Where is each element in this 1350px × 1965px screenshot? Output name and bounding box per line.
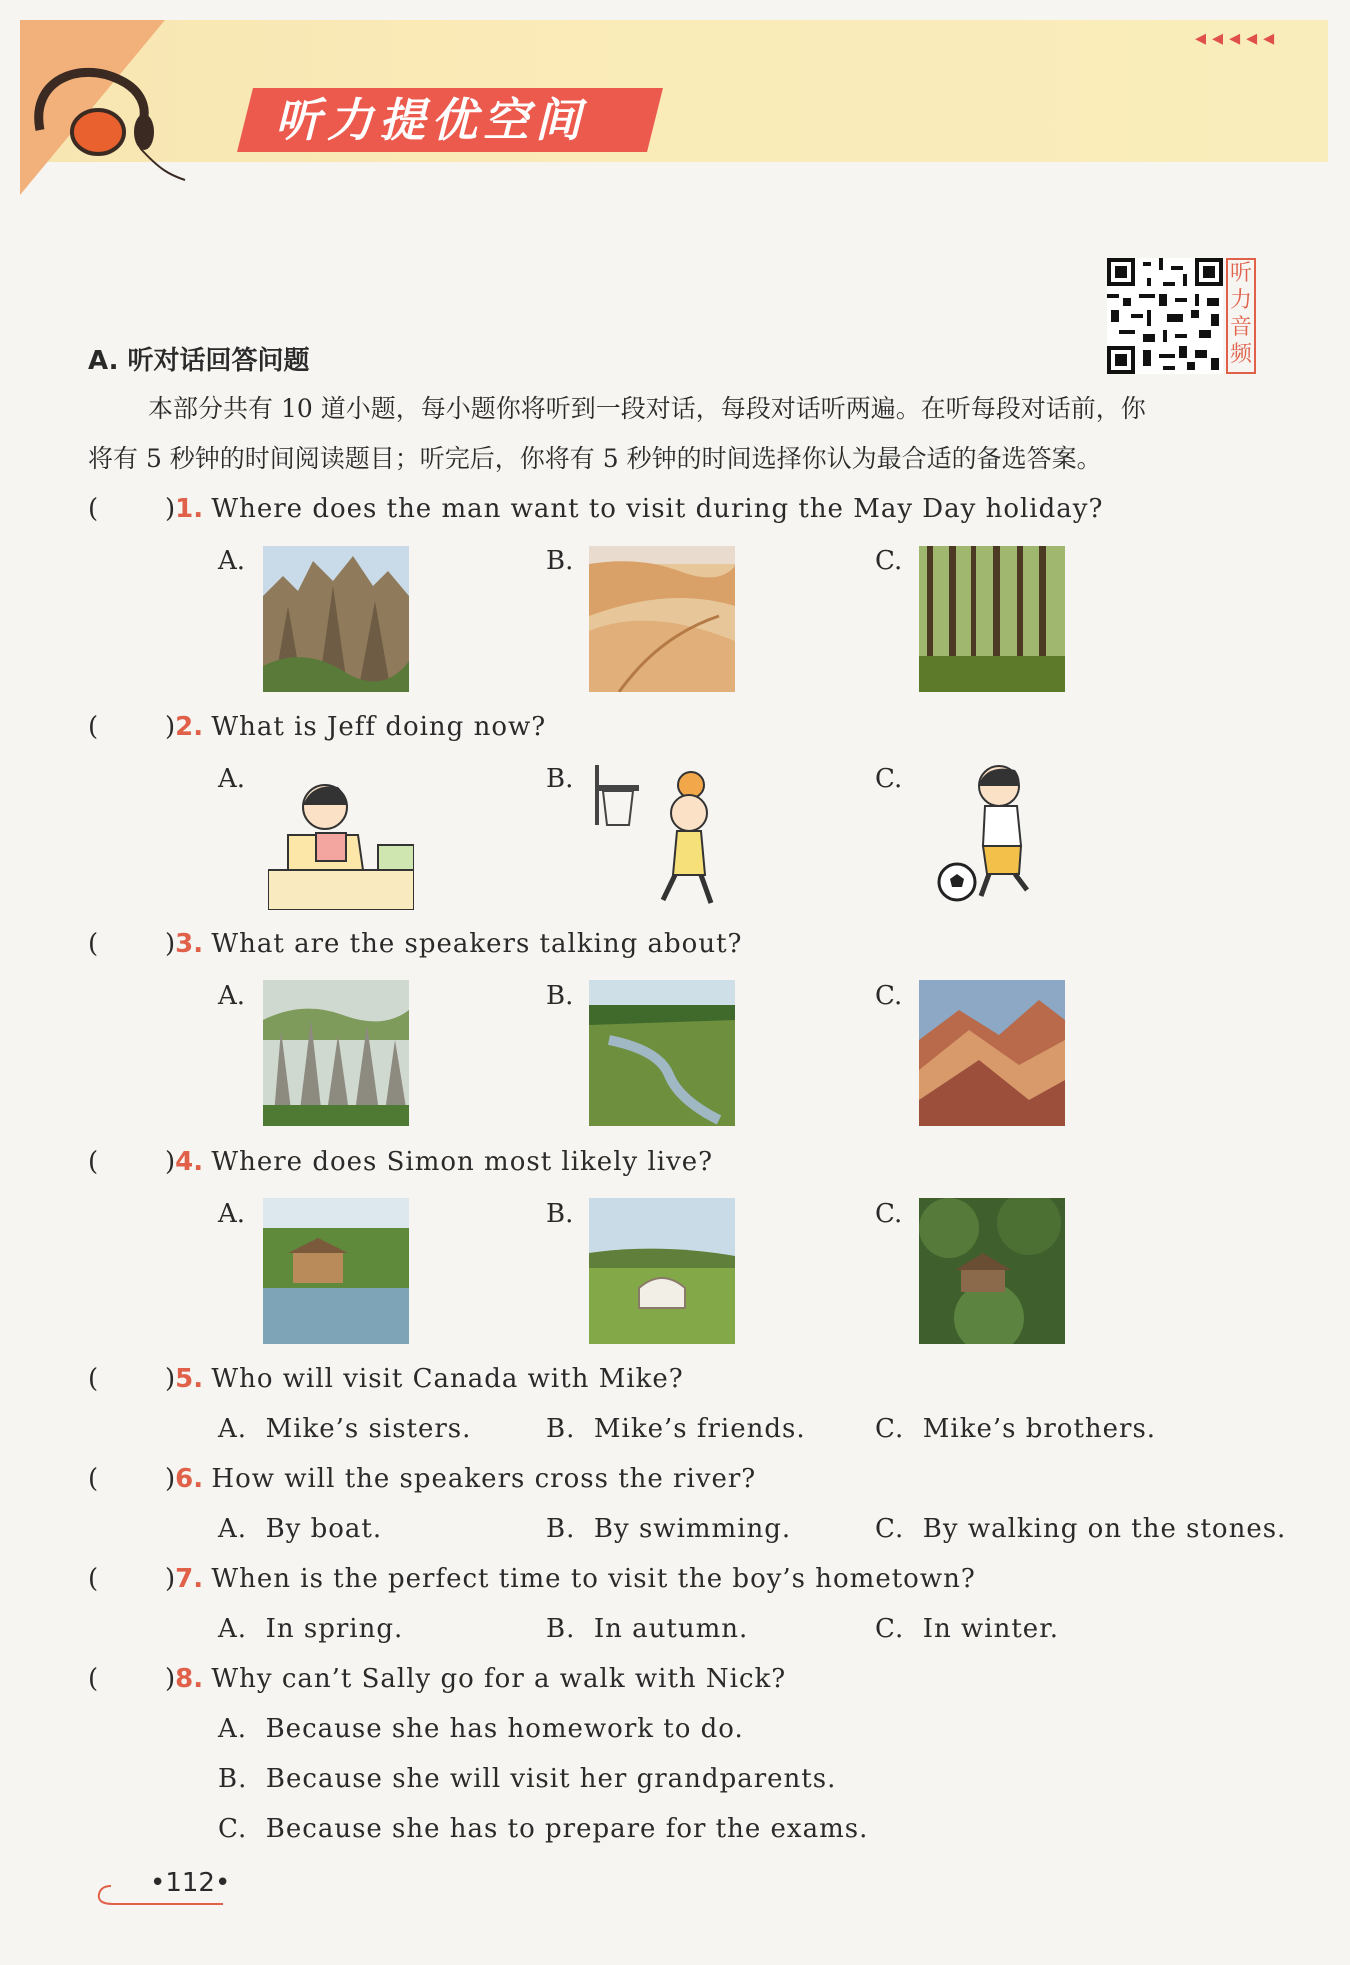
headphones-icon — [20, 20, 220, 195]
answer-blank[interactable]: ( — [88, 1664, 99, 1694]
option-a[interactable]: A. Mike’s sisters. — [218, 1414, 472, 1444]
boy-basketball-illustration — [593, 765, 725, 910]
stone-forest-photo — [263, 980, 409, 1126]
option-label[interactable]: C. — [875, 764, 903, 794]
qr-label: 听 力 音 频 — [1226, 258, 1256, 374]
header-title: 听力提优空间 — [275, 93, 587, 147]
lake-house-photo — [263, 1198, 409, 1344]
answer-blank[interactable]: ( — [88, 1464, 99, 1494]
forest-photo — [919, 546, 1065, 692]
option-c[interactable]: C. Because she has to prepare for the exams. — [218, 1814, 869, 1844]
question-8: ( )8. Why can’t Sally go for a walk with Nick? — [88, 1664, 787, 1694]
question-5: ( )5. Who will visit Canada with Mike? — [88, 1364, 684, 1394]
answer-blank[interactable]: ( — [88, 929, 99, 959]
option-label[interactable]: C. — [875, 981, 903, 1011]
option-c[interactable]: C. In winter. — [875, 1614, 1060, 1644]
page-number: •112• — [150, 1868, 231, 1898]
instructions-line-1: 本部分共有 10 道小题，每小题你将听到一段对话，每段对话听两遍。在听每段对话前，你 — [148, 394, 1146, 423]
qr-code-icon[interactable] — [1106, 258, 1224, 374]
boy-reading-illustration — [268, 775, 414, 910]
option-label[interactable]: B. — [546, 546, 574, 576]
answer-blank[interactable]: ( — [88, 1364, 99, 1394]
option-label[interactable]: C. — [875, 1199, 903, 1229]
section-title: A. 听对话回答问题 — [88, 346, 310, 376]
option-label[interactable]: B. — [546, 981, 574, 1011]
option-a[interactable]: A. In spring. — [218, 1614, 404, 1644]
colorful-mountains-photo — [919, 980, 1065, 1126]
option-b[interactable]: B. In autumn. — [546, 1614, 749, 1644]
option-label[interactable]: C. — [875, 546, 903, 576]
option-b[interactable]: B. Mike’s friends. — [546, 1414, 806, 1444]
option-b[interactable]: B. By swimming. — [546, 1514, 792, 1544]
question-7: ( )7. When is the perfect time to visit the boy’s hometown? — [88, 1564, 976, 1594]
option-a[interactable]: A. By boat. — [218, 1514, 383, 1544]
river-valley-photo — [589, 980, 735, 1126]
option-c[interactable]: C. By walking on the stones. — [875, 1514, 1287, 1544]
option-label[interactable]: B. — [546, 764, 574, 794]
desert-dunes-photo — [589, 546, 735, 692]
rocky-mountain-photo — [263, 546, 409, 692]
option-c[interactable]: C. Mike’s brothers. — [875, 1414, 1157, 1444]
option-label[interactable]: B. — [546, 1199, 574, 1229]
question-2: ( )2. What is Jeff doing now? — [88, 712, 547, 742]
option-a[interactable]: A. Because she has homework to do. — [218, 1714, 744, 1744]
option-label[interactable]: A. — [218, 764, 246, 794]
yurt-grassland-photo — [589, 1198, 735, 1344]
question-3: ( )3. What are the speakers talking about? — [88, 929, 743, 959]
question-1: ( )1. Where does the man want to visit during the May Day holiday? — [88, 494, 1104, 524]
forest-cabin-photo — [919, 1198, 1065, 1344]
header-arrows-icon: ◂◂◂◂◂ — [1195, 26, 1281, 51]
option-label[interactable]: A. — [218, 546, 246, 576]
option-label[interactable]: A. — [218, 1199, 246, 1229]
option-b[interactable]: B. Because she will visit her grandparents. — [218, 1764, 837, 1794]
answer-blank[interactable]: ( — [88, 1564, 99, 1594]
boy-soccer-illustration — [937, 764, 1037, 910]
answer-blank[interactable]: ( — [88, 494, 99, 524]
question-6: ( )6. How will the speakers cross the river? — [88, 1464, 757, 1494]
question-4: ( )4. Where does Simon most likely live? — [88, 1147, 714, 1177]
answer-blank[interactable]: ( — [88, 1147, 99, 1177]
instructions-line-2: 将有 5 秒钟的时间阅读题目；听完后，你将有 5 秒钟的时间选择你认为最合适的备选答案。 — [88, 444, 1102, 473]
option-label[interactable]: A. — [218, 981, 246, 1011]
answer-blank[interactable]: ( — [88, 712, 99, 742]
